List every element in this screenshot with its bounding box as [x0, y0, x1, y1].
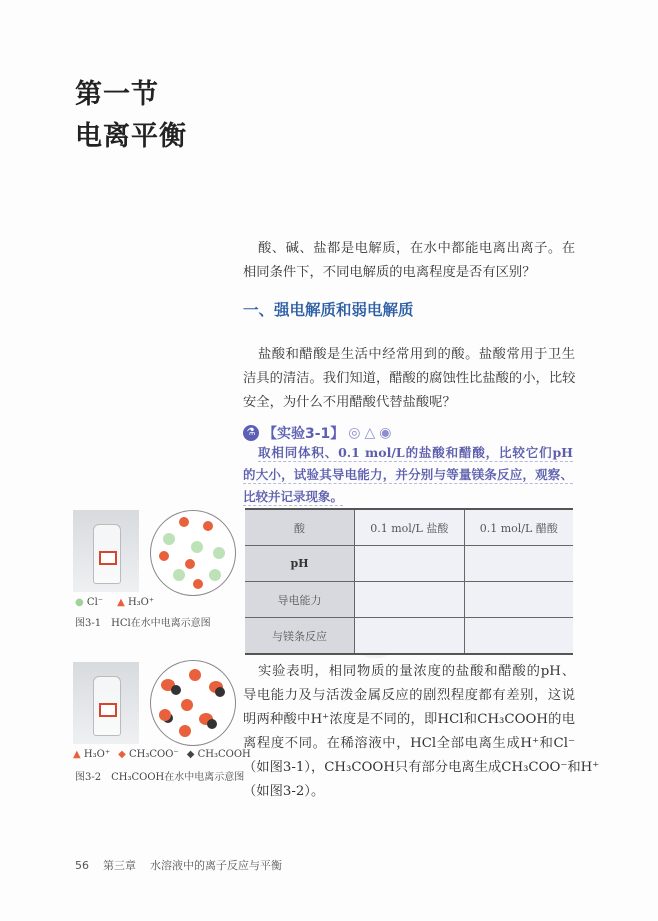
chapter-title: 水溶液中的离子反应与平衡 [150, 859, 282, 872]
table-row [245, 582, 573, 618]
table-row [245, 618, 573, 655]
table-row [245, 546, 573, 582]
ch3cooh-bottle-photo [73, 662, 139, 744]
goggles-icon: ◎ [348, 425, 361, 441]
fig2-caption: 图3-2 CH₃COOH在水中电离示意图 [75, 772, 245, 783]
para-line: 实验表明，相同物质的量浓度的盐酸和醋酸的pH、 [258, 664, 575, 679]
para-line: 离程度不同。在稀溶液中，HCl全部电离生成H⁺和Cl⁻ [243, 736, 575, 751]
table-cell [355, 546, 465, 582]
chapter-number: 第三章 [103, 859, 136, 872]
table-header: 0.1 mol/L 醋酸 [464, 509, 573, 546]
table-header-row [245, 509, 573, 546]
experiment-line: 取相同体积、0.1 mol/L的盐酸和醋酸，比较它们pH [258, 445, 573, 460]
para-line: （如图3-1），CH₃COOH只有部分电离生成CH₃COO⁻和H⁺ [243, 760, 600, 775]
fig1-caption: 图3-1 HCl在水中电离示意图 [75, 618, 211, 629]
para-line: 洁具的清洁。我们知道，醋酸的腐蚀性比盐酸的小，比较 [243, 371, 576, 386]
hcl-bottle-photo [73, 510, 139, 592]
para-line: 盐酸和醋酸是生活中经常用到的酸。盐酸常用于卫生 [258, 347, 575, 362]
experiment-icon: ⚗ [243, 425, 259, 441]
experiment-header [243, 423, 392, 443]
table-cell: pH [245, 546, 355, 582]
hazard-icon: △ [364, 425, 376, 441]
legend-item [75, 597, 103, 608]
hydronium-icon: ▲ [117, 597, 125, 608]
ch3cooh-ionization-diagram [150, 660, 236, 746]
para-line: 明两种酸中H⁺浓度是不同的，即HCl和CH₃COOH的电 [243, 712, 575, 727]
table-cell: 与镁条反应 [245, 618, 355, 655]
para-line: 导电能力及与活泼金属反应的剧烈程度都有差别，这说 [243, 688, 575, 703]
intro-line: 酸、碱、盐都是电解质，在水中都能电离出离子。在 [258, 241, 575, 256]
table-cell [355, 582, 465, 618]
hydronium-icon: ▲ [73, 749, 81, 760]
legend-label: H₃O⁺ [127, 597, 155, 608]
page-footer [75, 857, 282, 873]
page-number: 56 [75, 859, 89, 872]
para-line: 安全，为什么不用醋酸代替盐酸呢？ [243, 395, 456, 410]
experiment-table [245, 508, 573, 655]
acetate-icon: ◆ [118, 749, 126, 760]
acetic-acid-icon: ◆ [186, 749, 195, 760]
table-cell [464, 618, 573, 655]
hcl-ionization-diagram [150, 510, 236, 596]
legend-item [73, 749, 110, 760]
legend-item [118, 749, 179, 760]
table-cell [355, 618, 465, 655]
section-heading: 一、强电解质和弱电解质 [243, 301, 414, 319]
intro-line: 相同条件下，不同电解质的电离程度是否有区别？ [243, 265, 536, 280]
experiment-line: 比较并记录现象。 [243, 489, 344, 504]
legend-item [117, 597, 154, 608]
table-header: 酸 [245, 509, 355, 546]
page-title: 电离平衡 [75, 121, 187, 152]
legend-label: H₃O⁺ [83, 749, 111, 760]
para-line: （如图3-2）。 [243, 784, 325, 799]
experiment-line: 的大小，试验其导电能力，并分别与等量镁条反应，观察、 [243, 467, 573, 482]
hand-icon: ◉ [379, 425, 392, 441]
fig1-legend [75, 597, 154, 608]
legend-label: CH₃COO⁻ [129, 749, 179, 760]
section-number: 第一节 [75, 79, 159, 110]
legend-label: CH₃COOH [197, 749, 251, 760]
legend-label: Cl⁻ [86, 597, 104, 608]
legend-item [187, 749, 251, 760]
table-cell: 导电能力 [245, 582, 355, 618]
table-cell [464, 546, 573, 582]
table-header: 0.1 mol/L 盐酸 [355, 509, 465, 546]
table-cell [464, 582, 573, 618]
cl-ion-icon: ● [75, 597, 84, 608]
fig2-legend [73, 749, 251, 760]
experiment-label: 【实验3-1】 [263, 426, 345, 442]
